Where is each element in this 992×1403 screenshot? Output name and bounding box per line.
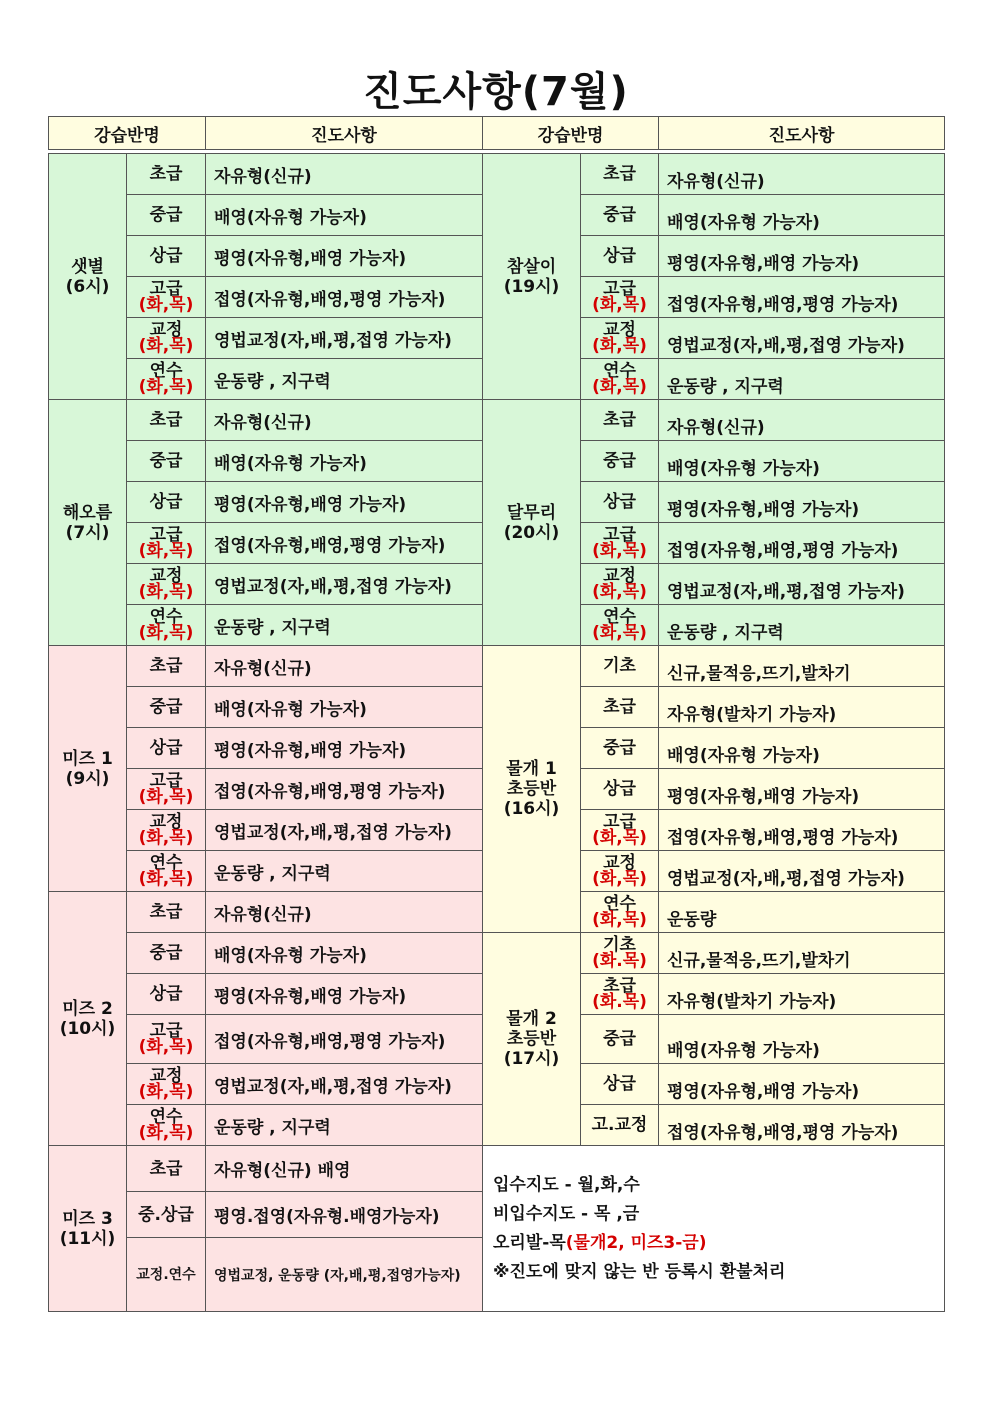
level-cell: 교정 (화,목): [581, 564, 659, 605]
level-cell: 연수 (화,목): [127, 1105, 206, 1146]
progress-cell: 평영(자유형,배영 가능자): [206, 974, 483, 1015]
level-cell: 초급: [127, 892, 206, 933]
group-mizu3: 미즈 3 (11시): [49, 1146, 127, 1312]
level-cell: 고급 (화,목): [127, 769, 206, 810]
progress-cell: 신규,물적응,뜨기,발차기: [659, 646, 945, 687]
level-cell: 중급: [581, 441, 659, 482]
level-cell: 교정.연수: [127, 1238, 206, 1312]
progress-cell: 접영(자유형,배영,평영 가능자): [206, 277, 483, 318]
progress-cell: 자유형(발차기 가능자): [659, 974, 945, 1015]
header-class-right: 강습반명: [483, 117, 659, 150]
progress-cell: 배영(자유형 가능자): [206, 441, 483, 482]
progress-cell: 영법교정(자,배,평,접영 가능자): [206, 1064, 483, 1105]
progress-cell: 접영(자유형,배영,평영 가능자): [659, 523, 945, 564]
progress-cell: 영법교정, 운동량 (자,배,평,접영가능자): [206, 1238, 483, 1312]
level-cell: 연수 (화,목): [127, 851, 206, 892]
progress-cell: 접영(자유형,배영,평영 가능자): [206, 523, 483, 564]
level-cell: 고급 (화,목): [127, 523, 206, 564]
note-line: ※진도에 맞지 않는 반 등록시 환불처리: [493, 1261, 786, 1282]
level-cell: 연수 (화,목): [581, 892, 659, 933]
group-mizu1: 미즈 1 (9시): [49, 646, 127, 892]
progress-cell: 운동량 , 지구력: [206, 1105, 483, 1146]
level-cell: 고.교정: [581, 1105, 659, 1146]
progress-cell: 운동량 , 지구력: [206, 605, 483, 646]
header-progress-right: 진도사항: [659, 117, 945, 150]
note-line: 비입수지도 - 목 ,금: [493, 1203, 640, 1224]
progress-cell: 운동량: [659, 892, 945, 933]
progress-cell: 평영(자유형,배영 가능자): [659, 769, 945, 810]
level-cell: 중급: [581, 728, 659, 769]
group-mulgae2: 물개 2 초등반 (17시): [483, 933, 581, 1146]
level-cell: 고급 (화,목): [581, 810, 659, 851]
progress-cell: 접영(자유형,배영,평영 가능자): [659, 810, 945, 851]
level-cell: 상급: [127, 728, 206, 769]
page-title: 진도사항(7월): [363, 69, 629, 115]
level-cell: 상급: [127, 482, 206, 523]
level-cell: 상급: [581, 236, 659, 277]
progress-cell: 평영(자유형,배영 가능자): [206, 236, 483, 277]
level-cell: 초급 (화.목): [581, 974, 659, 1015]
progress-cell: 평영(자유형,배영 가능자): [206, 482, 483, 523]
progress-cell: 평영(자유형,배영 가능자): [659, 482, 945, 523]
progress-cell: 자유형(발차기 가능자): [659, 687, 945, 728]
level-cell: 중.상급: [127, 1192, 206, 1238]
level-cell: 고급 (화,목): [127, 1015, 206, 1064]
group-saetbyeol: 샛별 (6시): [49, 154, 127, 400]
header-progress-left: 진도사항: [206, 117, 483, 150]
progress-cell: 자유형(신규): [206, 400, 483, 441]
progress-cell: 자유형(신규): [206, 892, 483, 933]
header-class-left: 강습반명: [49, 117, 206, 150]
level-cell: 기초: [581, 646, 659, 687]
note-line: 오리발-목(물개2, 미즈3-금): [493, 1232, 707, 1253]
progress-cell: 운동량 , 지구력: [206, 359, 483, 400]
progress-cell: 평영(자유형,배영 가능자): [659, 1064, 945, 1105]
level-cell: 중급: [581, 1015, 659, 1064]
progress-cell: 배영(자유형 가능자): [206, 195, 483, 236]
progress-cell: 배영(자유형 가능자): [659, 441, 945, 482]
progress-cell: 영법교정(자,배,평,접영 가능자): [206, 810, 483, 851]
level-cell: 초급: [581, 687, 659, 728]
progress-cell: 배영(자유형 가능자): [659, 728, 945, 769]
level-cell: 중급: [127, 687, 206, 728]
progress-cell: 자유형(신규): [659, 400, 945, 441]
level-cell: 교정 (화,목): [127, 810, 206, 851]
progress-cell: 운동량 , 지구력: [659, 359, 945, 400]
progress-cell: 운동량 , 지구력: [659, 605, 945, 646]
progress-cell: 영법교정(자,배,평,접영 가능자): [659, 851, 945, 892]
group-haeoreum: 해오름 (7시): [49, 400, 127, 646]
progress-cell: 영법교정(자,배,평,접영 가능자): [206, 564, 483, 605]
level-cell: 교정 (화,목): [127, 318, 206, 359]
progress-cell: 배영(자유형 가능자): [659, 1015, 945, 1064]
level-cell: 초급: [581, 154, 659, 195]
level-cell: 상급: [127, 974, 206, 1015]
level-cell: 상급: [581, 1064, 659, 1105]
level-cell: 연수 (화,목): [581, 359, 659, 400]
progress-cell: 배영(자유형 가능자): [206, 933, 483, 974]
level-cell: 연수 (화,목): [581, 605, 659, 646]
level-cell: 교정 (화,목): [581, 318, 659, 359]
progress-cell: 자유형(신규) 배영: [206, 1146, 483, 1192]
group-mulgae1: 물개 1 초등반 (16시): [483, 646, 581, 933]
progress-cell: 자유형(신규): [206, 154, 483, 195]
level-cell: 교정 (화,목): [127, 1064, 206, 1105]
progress-cell: 접영(자유형,배영,평영 가능자): [206, 769, 483, 810]
level-cell: 고급 (화,목): [581, 523, 659, 564]
progress-cell: 배영(자유형 가능자): [659, 195, 945, 236]
level-cell: 초급: [127, 154, 206, 195]
level-cell: 초급: [127, 646, 206, 687]
progress-cell: 영법교정(자,배,평,접영 가능자): [206, 318, 483, 359]
notes-box: [483, 1146, 945, 1312]
progress-cell: 자유형(신규): [659, 154, 945, 195]
level-cell: 상급: [581, 769, 659, 810]
group-dalmuri: 달무리 (20시): [483, 400, 581, 646]
progress-cell: 영법교정(자,배,평,접영 가능자): [659, 564, 945, 605]
progress-cell: 접영(자유형,배영,평영 가능자): [659, 1105, 945, 1146]
schedule-table: [48, 153, 945, 1312]
progress-cell: 신규,물적응,뜨기,발차기: [659, 933, 945, 974]
level-cell: 중급: [127, 441, 206, 482]
level-cell: 상급: [127, 236, 206, 277]
group-mizu2: 미즈 2 (10시): [49, 892, 127, 1146]
level-cell: 초급: [581, 400, 659, 441]
level-cell: 중급: [127, 933, 206, 974]
progress-cell: 평영.접영(자유형.배영가능자): [206, 1192, 483, 1238]
progress-cell: 접영(자유형,배영,평영 가능자): [659, 277, 945, 318]
level-cell: 상급: [581, 482, 659, 523]
progress-cell: 영법교정(자,배,평,접영 가능자): [659, 318, 945, 359]
header-table: [48, 116, 945, 150]
level-cell: 고급 (화,목): [127, 277, 206, 318]
level-cell: 교정 (화,목): [127, 564, 206, 605]
level-cell: 연수 (화,목): [127, 605, 206, 646]
progress-cell: 자유형(신규): [206, 646, 483, 687]
note-line: 입수지도 - 월,화,수: [493, 1174, 640, 1195]
level-cell: 초급: [127, 400, 206, 441]
progress-cell: 평영(자유형,배영 가능자): [659, 236, 945, 277]
progress-cell: 평영(자유형,배영 가능자): [206, 728, 483, 769]
level-cell: 연수 (화,목): [127, 359, 206, 400]
level-cell: 교정 (화,목): [581, 851, 659, 892]
level-cell: 중급: [581, 195, 659, 236]
level-cell: 고급 (화,목): [581, 277, 659, 318]
progress-cell: 운동량 , 지구력: [206, 851, 483, 892]
progress-cell: 접영(자유형,배영,평영 가능자): [206, 1015, 483, 1064]
group-chamsari: 참살이 (19시): [483, 154, 581, 400]
progress-cell: 배영(자유형 가능자): [206, 687, 483, 728]
level-cell: 중급: [127, 195, 206, 236]
level-cell: 기초 (화.목): [581, 933, 659, 974]
level-cell: 초급: [127, 1146, 206, 1192]
